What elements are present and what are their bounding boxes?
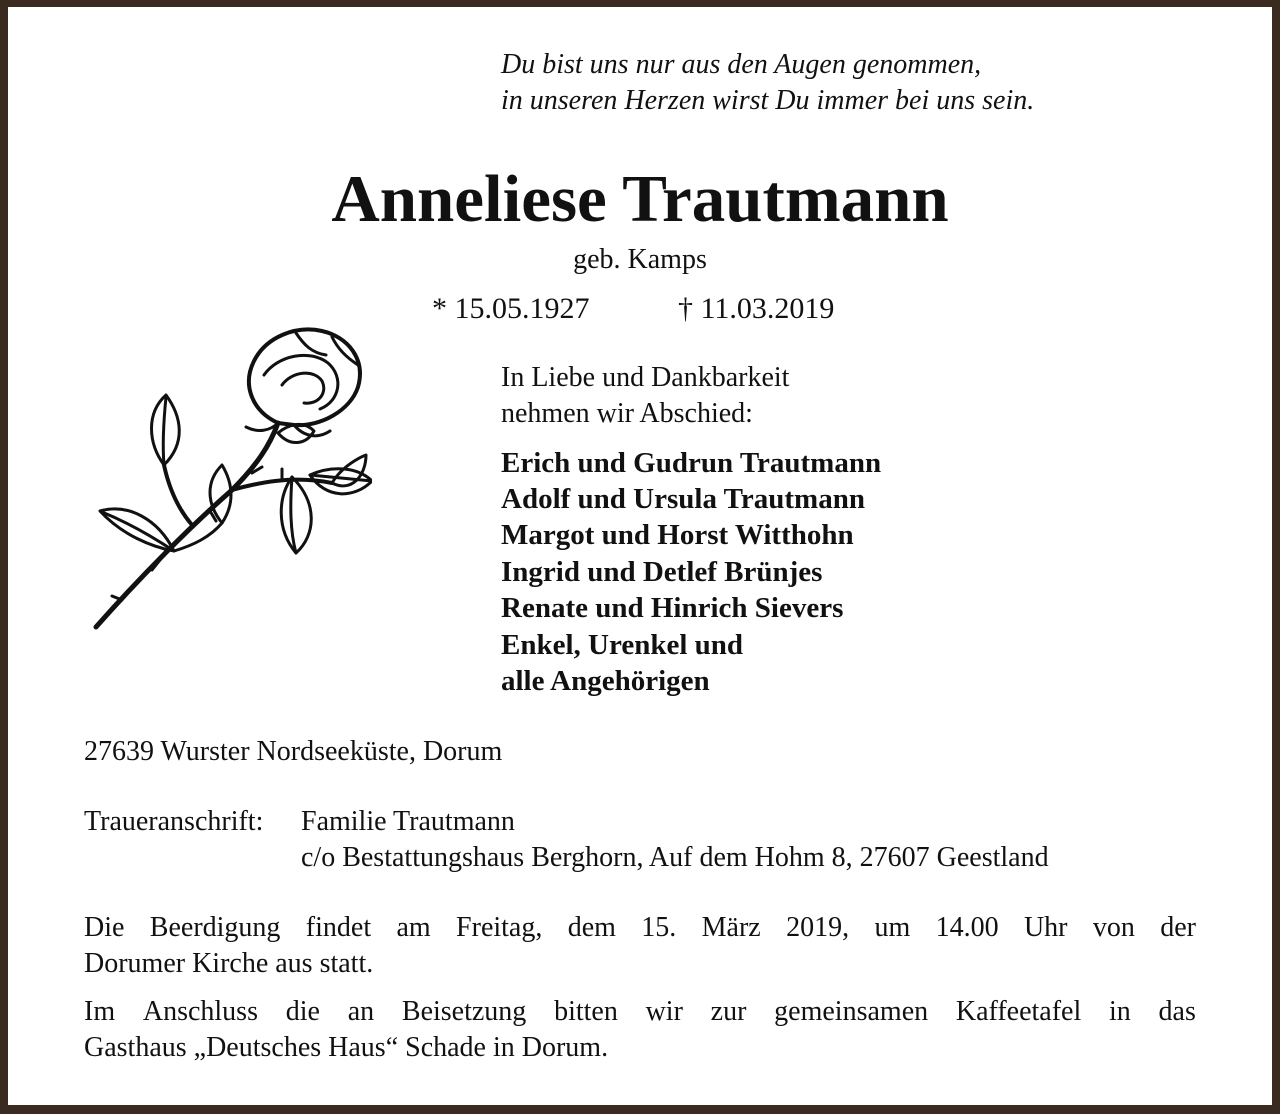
funeral-line-2: Dorumer Kirche aus statt. xyxy=(84,948,374,979)
word: Kaffeetafel xyxy=(955,996,1082,1027)
word: Im xyxy=(84,996,116,1027)
word: Anschluss xyxy=(142,996,258,1027)
reception-line-2: Gasthaus „Deutsches Haus“ Schade in Dorum. xyxy=(84,1032,609,1063)
word: Die xyxy=(84,912,125,943)
mourner-2: Adolf und Ursula Trautmann xyxy=(501,483,865,515)
word: 2019, xyxy=(786,912,850,943)
mourner-6: Enkel, Urenkel und xyxy=(501,629,744,661)
mourner-7: alle Angehörigen xyxy=(501,665,710,697)
word: gemeinsamen xyxy=(774,996,929,1027)
word: am xyxy=(396,912,431,943)
word: bitten xyxy=(554,996,618,1027)
reception-line-1 xyxy=(84,995,1196,1029)
mourner-5: Renate und Hinrich Sievers xyxy=(501,592,844,624)
quote-line-2: in unseren Herzen wirst Du immer bei uns sein. xyxy=(501,85,1035,116)
address-label: Traueranschrift: xyxy=(84,806,264,837)
deceased-name: Anneliese Trautmann xyxy=(331,162,949,236)
quote-line-1: Du bist uns nur aus den Augen genommen, xyxy=(501,49,982,80)
maiden-name: geb. Kamps xyxy=(573,244,707,275)
word: das xyxy=(1158,996,1196,1027)
mourner-4: Ingrid und Detlef Brünjes xyxy=(501,556,823,588)
word: Beisetzung xyxy=(401,996,527,1027)
word: Uhr xyxy=(1023,912,1068,943)
word: in xyxy=(1109,996,1131,1027)
rose-icon xyxy=(82,315,372,635)
funeral-line-1 xyxy=(84,911,1196,945)
word: 15. xyxy=(641,912,677,943)
word: März xyxy=(701,912,761,943)
death-date: † 11.03.2019 xyxy=(678,292,835,325)
word: an xyxy=(347,996,375,1027)
word: findet xyxy=(305,912,372,943)
intro-line-1: In Liebe und Dankbarkeit xyxy=(501,362,790,393)
word: 14.00 xyxy=(935,912,999,943)
word: die xyxy=(285,996,320,1027)
word: von xyxy=(1092,912,1135,943)
word: um xyxy=(874,912,911,943)
address-line-2: c/o Bestattungshaus Berghorn, Auf dem Hohm 8, 27607 Geestland xyxy=(301,842,1049,873)
word: Freitag, xyxy=(456,912,543,943)
location: 27639 Wurster Nordseeküste, Dorum xyxy=(84,736,503,767)
intro-line-2: nehmen wir Abschied: xyxy=(501,398,753,429)
word: dem xyxy=(567,912,616,943)
mourner-3: Margot und Horst Witthohn xyxy=(501,519,854,551)
word: Beerdigung xyxy=(149,912,281,943)
mourner-1: Erich und Gudrun Trautmann xyxy=(501,447,882,479)
obituary-notice xyxy=(8,7,1272,1105)
birth-date: * 15.05.1927 xyxy=(432,292,590,325)
word: wir xyxy=(645,996,683,1027)
address-line-1: Familie Trautmann xyxy=(301,806,515,837)
word: zur xyxy=(710,996,747,1027)
word: der xyxy=(1160,912,1196,943)
